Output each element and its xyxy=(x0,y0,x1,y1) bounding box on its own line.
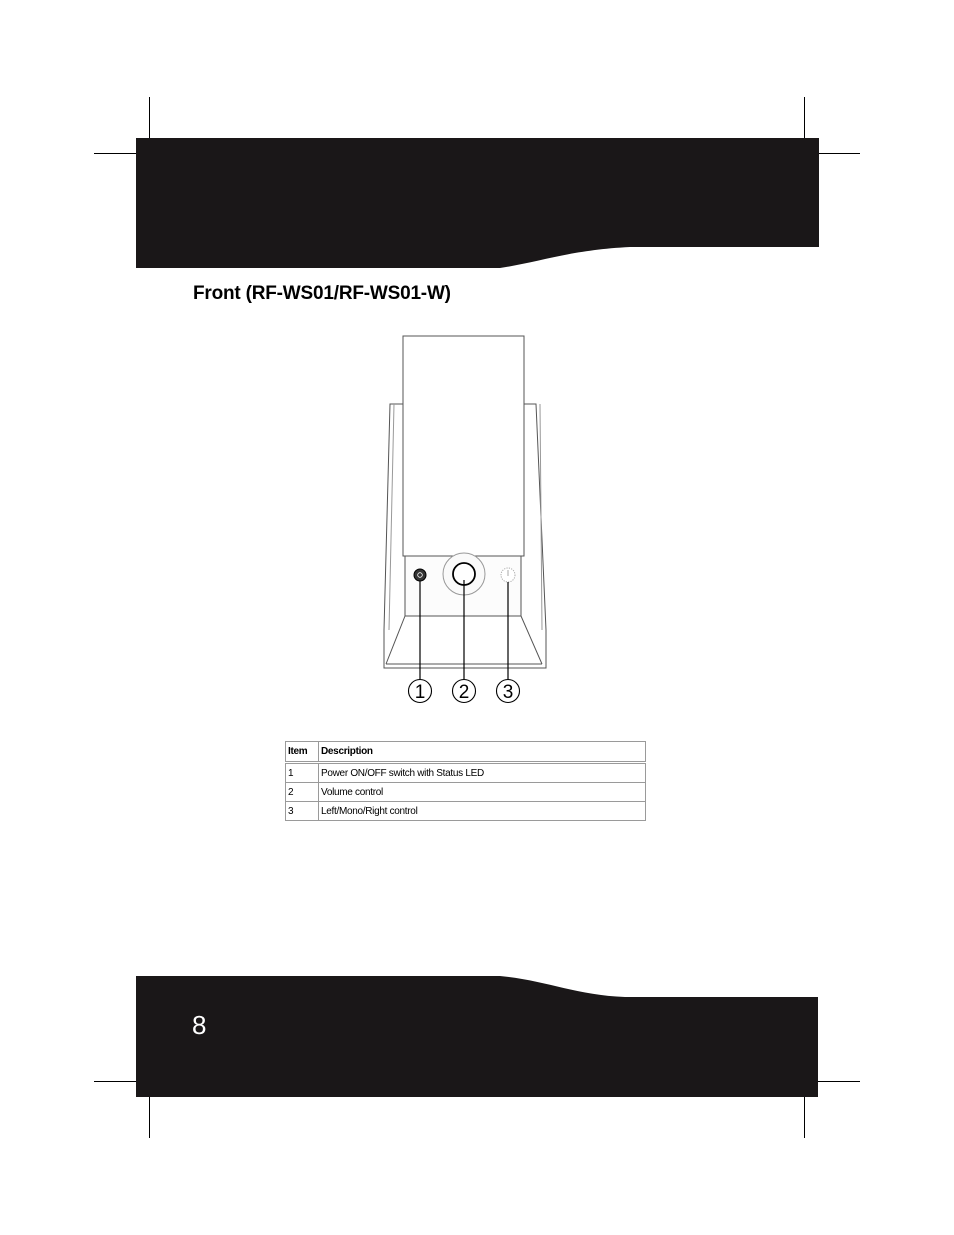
callout-label-1: 1 xyxy=(414,682,426,703)
section-heading: Front (RF-WS01/RF-WS01-W) xyxy=(193,283,451,304)
item-number-cell: 2 xyxy=(286,783,319,802)
item-description-cell: Power ON/OFF switch with Status LED xyxy=(319,763,646,783)
item-description-cell: Volume control xyxy=(319,783,646,802)
column-header-description: Description xyxy=(319,742,646,763)
item-number-cell: 1 xyxy=(286,763,319,783)
page-number: 8 xyxy=(192,1010,207,1040)
column-header-item: Item xyxy=(286,742,319,763)
item-description-cell: Left/Mono/Right control xyxy=(319,802,646,821)
item-number-cell: 3 xyxy=(286,802,319,821)
callout-label-2: 2 xyxy=(458,682,470,703)
callout-label-3: 3 xyxy=(502,682,514,703)
